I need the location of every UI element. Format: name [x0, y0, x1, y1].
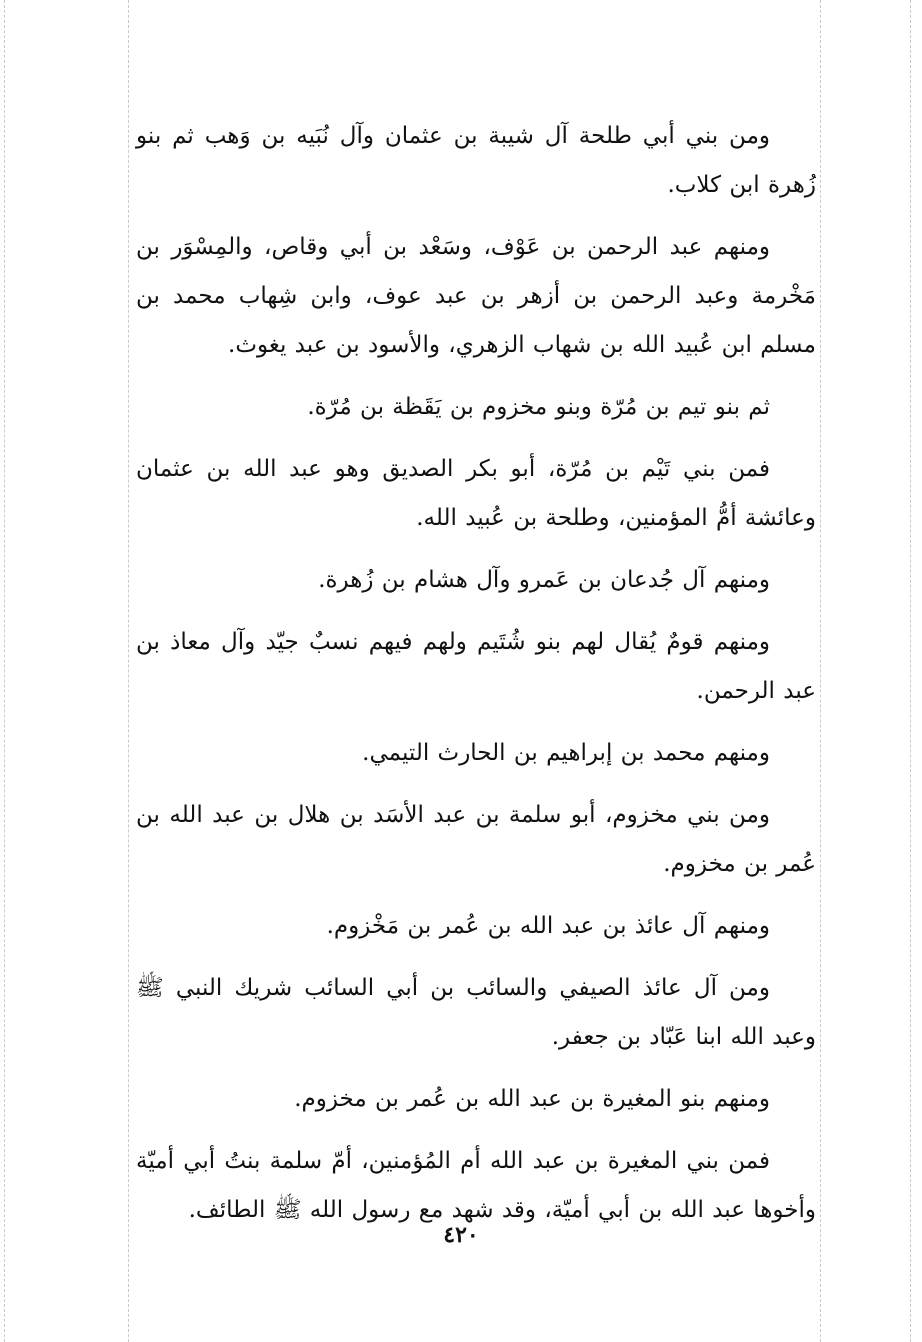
paragraph-3: ثم بنو تيم بن مُرّة وبنو مخزوم بن يَقَظة بن مُرّة. — [307, 394, 770, 420]
paragraph-7: ومنهم محمد بن إبراهيم بن الحارث التيمي. — [362, 740, 770, 766]
paragraph-11: ومنهم بنو المغيرة بن عبد الله بن عُمر بن مخزوم. — [294, 1086, 770, 1112]
page-number: ٤٢٠ — [443, 1222, 479, 1248]
margin-guide-right — [910, 0, 911, 1342]
paragraph-12: فمن بني المغيرة بن عبد الله أم المُؤمنين، أمّ سلمة بنتُ أبي أميّة وأخوها عبد الله بن أبي أميّة، وقد شهد مع رسول الله ﷺ الطائف. — [136, 1148, 816, 1223]
paragraph-8: ومن بني مخزوم، أبو سلمة بن عبد الأسَد بن هلال بن عبد الله بن عُمر بن مخزوم. — [136, 802, 816, 877]
paragraph-10: ومن آل عائذ الصيفي والسائب بن أبي السائب شريك النبي ﷺ وعبد الله ابنا عَبّاد بن جعفر. — [136, 975, 816, 1050]
margin-guide-inner-right — [820, 0, 821, 1342]
paragraph-2: ومنهم عبد الرحمن بن عَوْف، وسَعْد بن أبي وقاص، والمِسْوَر بن مَخْرمة وعبد الرحمن بن أزهر بن عبد عوف، وابن شِهاب محمد بن مسلم ابن عُبيد الله بن شهاب الزهري، والأسود بن عبد يغوث. — [136, 234, 816, 358]
paragraph-1: ومن بني أبي طلحة آل شيبة بن عثمان وآل نُبَيه بن وَهب ثم بنو زُهرة ابن كلاب. — [136, 123, 816, 198]
paragraph-9: ومنهم آل عائذ بن عبد الله بن عُمر بن مَخْزوم. — [326, 913, 770, 939]
margin-guide-inner-left — [128, 0, 129, 1342]
paragraph-4: فمن بني تَيْم بن مُرّة، أبو بكر الصديق وهو عبد الله بن عثمان وعائشة أمُّ المؤمنين، وطلحة بن عُبيد الله. — [136, 456, 816, 531]
page-body — [136, 112, 816, 1248]
margin-guide-left — [4, 0, 5, 1342]
paragraph-5: ومنهم آل جُدعان بن عَمرو وآل هشام بن زُهرة. — [318, 567, 770, 593]
paragraph-6: ومنهم قومٌ يُقال لهم بنو شُتَيم ولهم فيهم نسبٌ جيّد وآل معاذ بن عبد الرحمن. — [136, 629, 816, 704]
